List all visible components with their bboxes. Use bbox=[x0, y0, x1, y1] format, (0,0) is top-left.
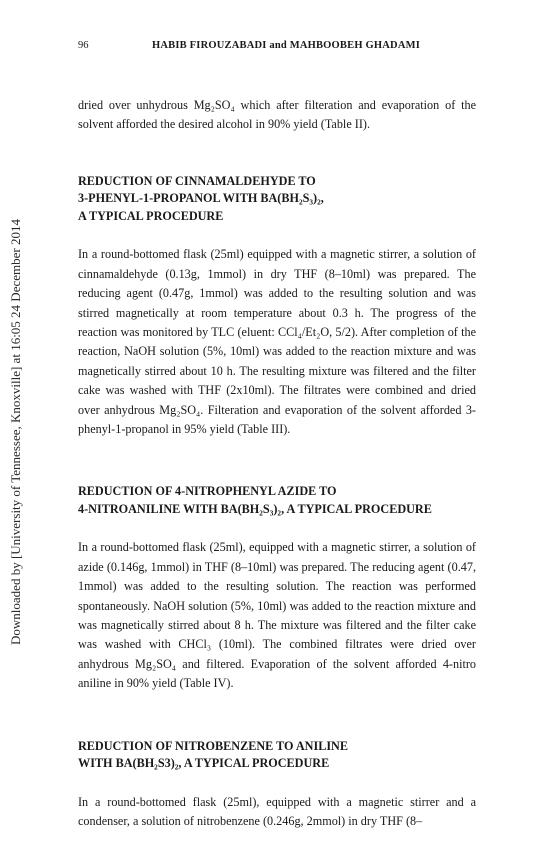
section-heading-nitrobenzene bbox=[78, 738, 476, 773]
heading-line: 3-PHENYL-1-PROPANOL WITH BA(BH₂S₃)₂, bbox=[78, 191, 324, 206]
section-heading-cinnamaldehyde bbox=[78, 173, 476, 226]
heading-line: 4-NITROANILINE WITH BA(BH₂S₃)₂, A TYPICAL PROCEDURE bbox=[78, 501, 432, 516]
heading-line: REDUCTION OF 4-NITROPHENYL AZIDE TO bbox=[78, 484, 337, 499]
section-body-nitrobenzene: In a round-bottomed flask (25ml), equipped with a magnetic stirrer and a condenser, a solution of nitrobenzene (0.246g, 2mmol) in dry THF (8– bbox=[78, 794, 476, 829]
heading-line: WITH BA(BH₂S3)₂, A TYPICAL PROCEDURE bbox=[78, 756, 330, 771]
intro-paragraph: dried over unhydrous Mg₂SO₄ which after filteration and evaporation of the solvent afforded the desired alcohol in 90% yield (Table II). bbox=[78, 98, 476, 132]
heading-line: A TYPICAL PROCEDURE bbox=[78, 208, 224, 223]
page-number: 96 bbox=[78, 40, 89, 51]
section-heading-nitrophenyl-azide bbox=[78, 483, 476, 518]
page-body bbox=[78, 96, 476, 831]
running-head: HABIB FIROUZABADI and MAHBOOBEH GHADAMI bbox=[152, 40, 420, 51]
download-watermark: Downloaded by [University of Tennessee, Knoxville] at 16:05 24 December 2014 bbox=[8, 219, 23, 645]
section-body-nitrophenyl-azide: In a round-bottomed flask (25ml), equipped with a magnetic stirrer, a solution of azide (0.146g, 1mmol) in THF (8–10ml) was prepared. The reducing agent (0.47, 1mmol) was added to the resulting solution. The reaction was performed spontaneously. NaOH solution (5%, 10ml) was added to the reaction mixture and was magnetically stirred about 8 h. The mixture was filtered and the filter cake was washed with CHCl₃ (10ml). The combined filtrates were dried over anhydrous Mg₂SO₄ and filtered. Evaporation of the solvent afforded 4-nitro aniline in 90% yield (Table IV). bbox=[78, 540, 476, 691]
heading-line: REDUCTION OF CINNAMALDEHYDE TO bbox=[78, 173, 316, 188]
section-body-cinnamaldehyde: In a round-bottomed flask (25ml) equipped with a magnetic stirrer, a solution of cinnamaldehyde (0.13g, 1mmol) in dry THF (8–10ml) was prepared. The reducing agent (0.47g, 1mmol) was added to the resulting solution and was stirred magnetically at room temperature about 0.3 h. The progress of the reaction was monitored by TLC (eluent: CCl₄/Et₂O, 5/2). After completion of the reaction, NaOH solution (5%, 10ml) was added to the reaction mixture and was magnetically stirred about 10 h. The resulting mixture was filtered and the filter cake was washed with THF (2x10ml). The filtrates were combined and dried over anhydrous Mg₂SO₄. Filteration and evaporation of the solvent afforded 3-phenyl-1-propanol in 95% yield (Table III). bbox=[78, 247, 476, 436]
heading-line: REDUCTION OF NITROBENZENE TO ANILINE bbox=[78, 738, 348, 753]
